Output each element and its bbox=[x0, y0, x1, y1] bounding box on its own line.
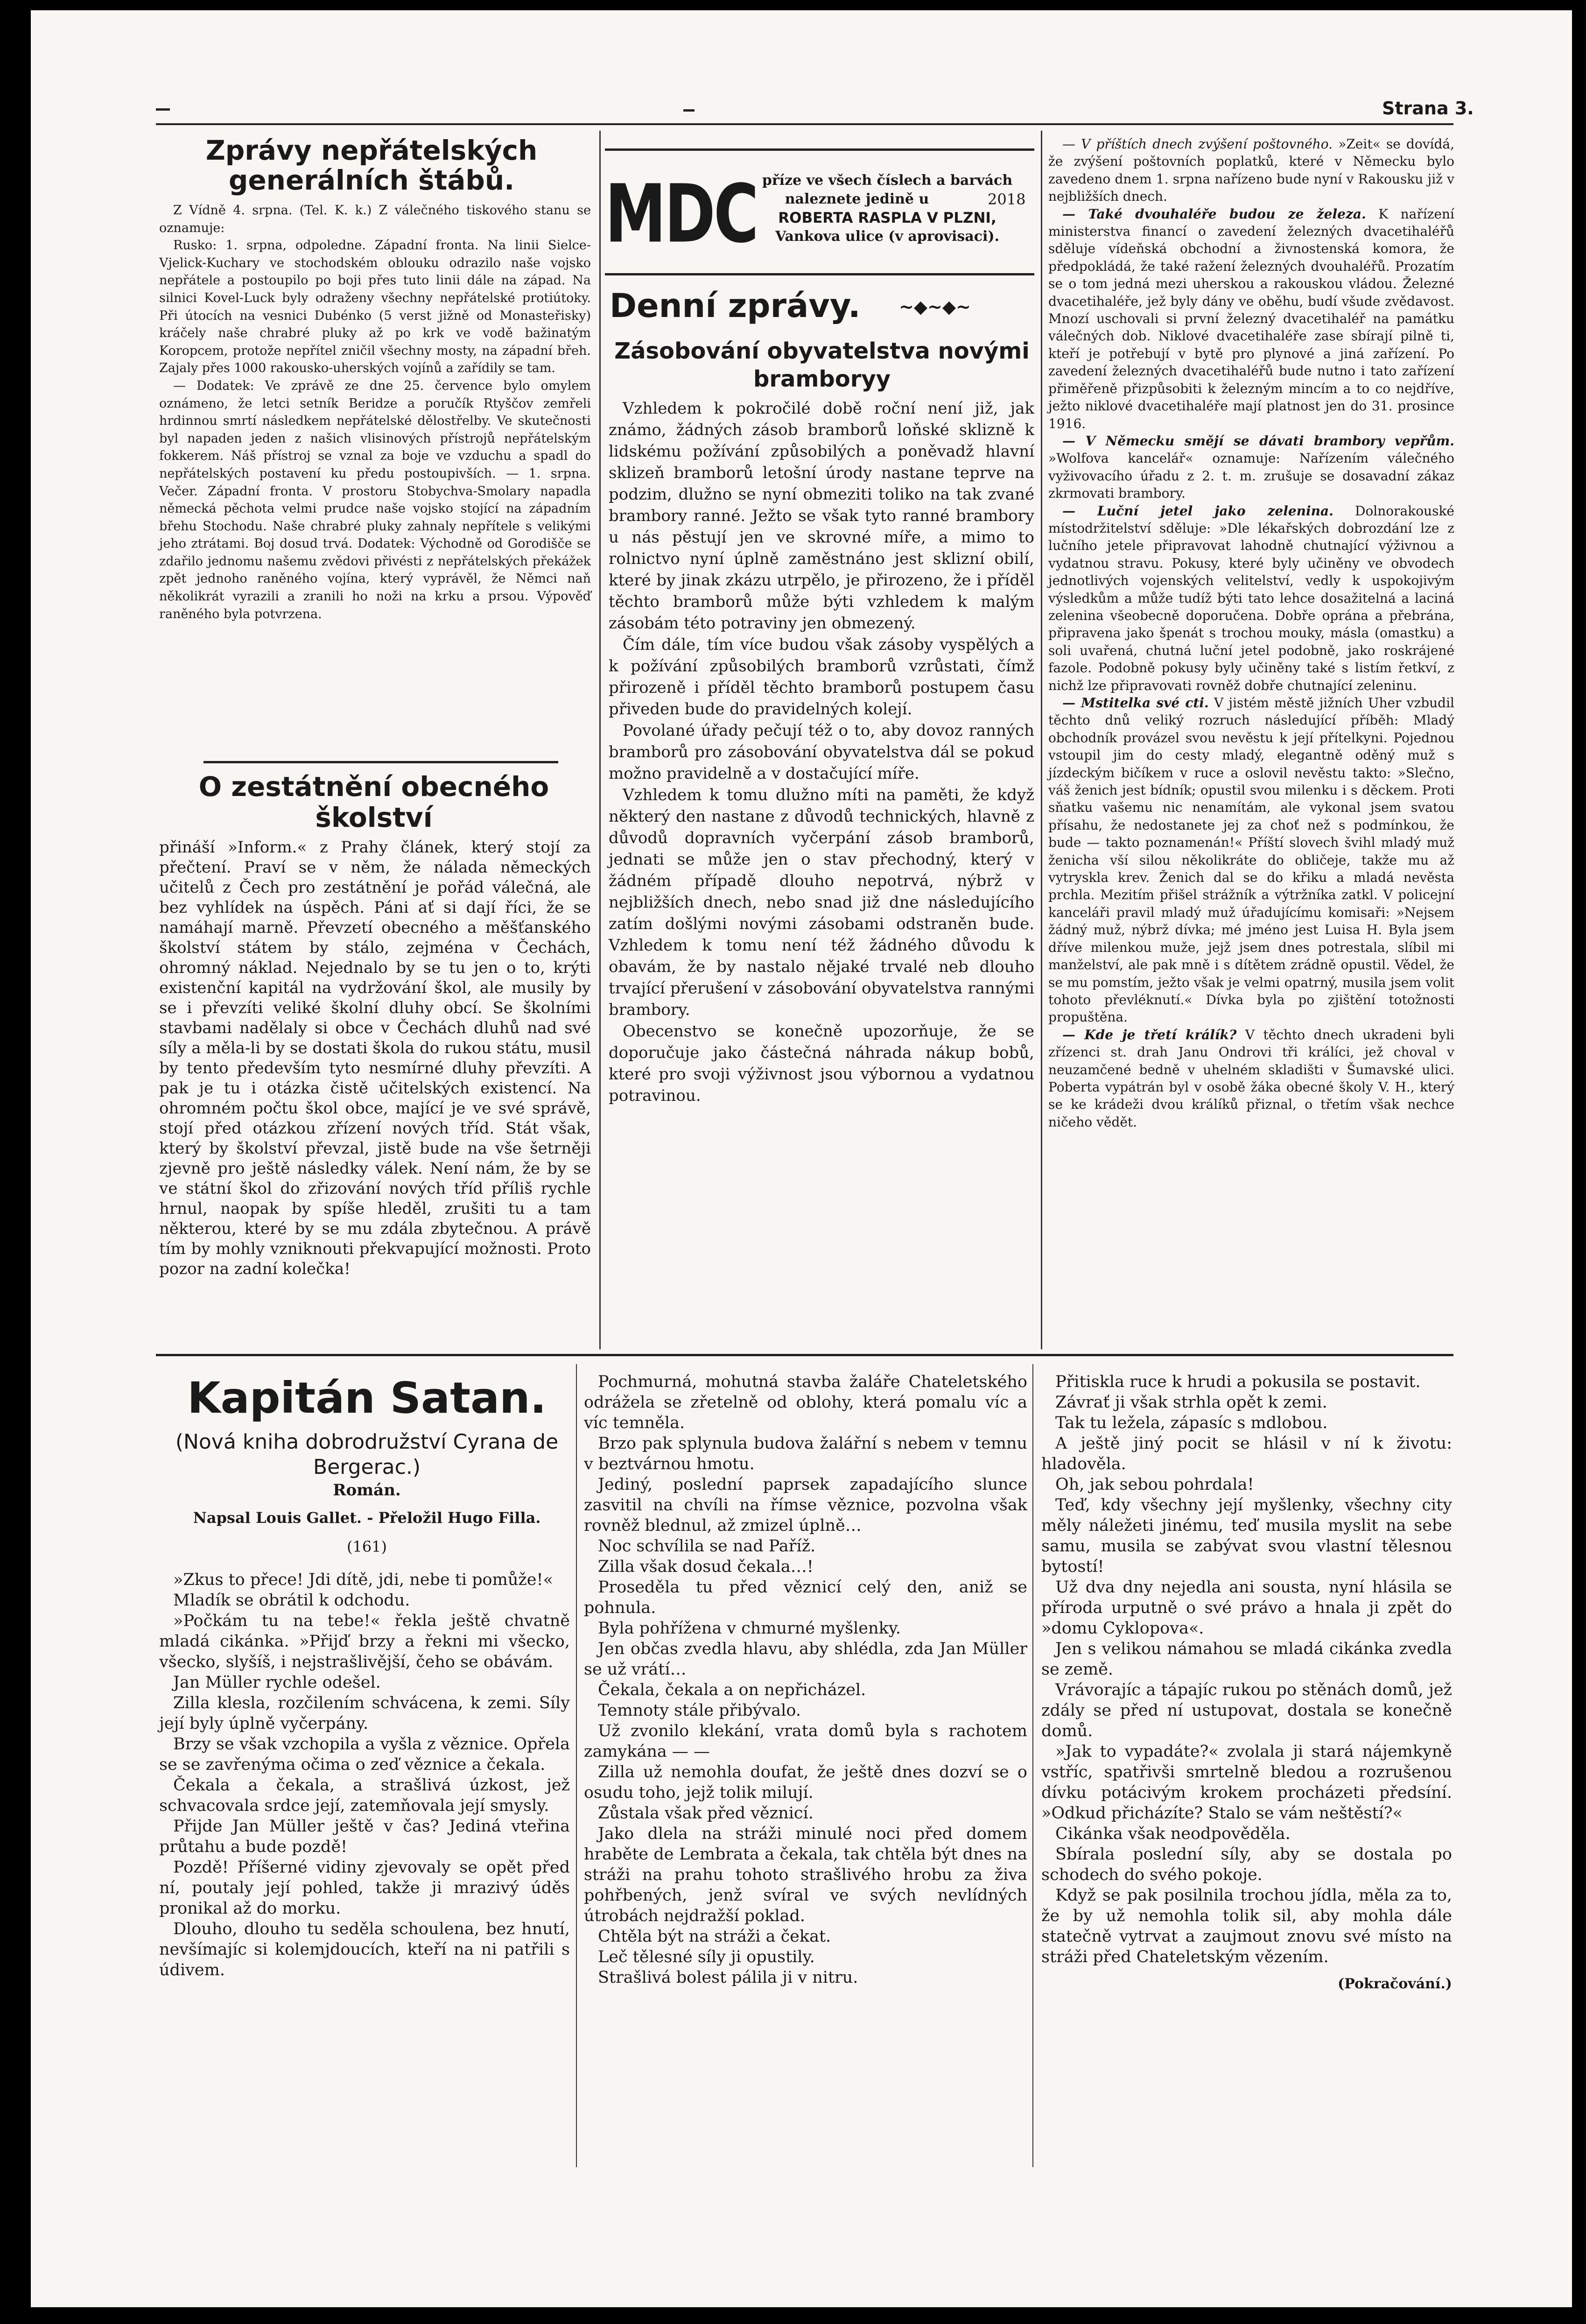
advertisement-box bbox=[605, 148, 1034, 275]
novel-column-left bbox=[159, 1570, 570, 1980]
novel-paragraph: »Počkám tu na tebe!« řekla ještě chvatně mladá cikánka. »Přijď brzy a řekni mi všecko, všecko, slyšíš, i nejstrašlivější, čeho se obávám. bbox=[159, 1612, 570, 1671]
section-ornament: ~◆~◆~ bbox=[899, 296, 971, 317]
novel-paragraph: Jako dlela na stráži minulé noci před domem hraběte de Lembrata a čekala, tak chtěla být dnes na stráži na prahu tohoto strašlivého hrobu za živa pohřbených, jenž svíral ve svých nevlídných útrobách nejdražší poklad. bbox=[584, 1824, 1027, 1925]
article-paragraph: Obecenstvo se konečně upozorňuje, že se doporučuje jako částečná náhrada nákup bobů, které pro svoji výživnost jsou výbornou a vydatnou potravinou. bbox=[609, 1022, 1034, 1105]
serial-column-rule-1 bbox=[576, 1364, 577, 2167]
novel-column-right bbox=[1041, 1372, 1452, 1994]
novel-subtitle: (Nová kniha dobrodružství Cyrana de Bergerac.) bbox=[175, 1430, 559, 1479]
novel-paragraph: Jan Müller rychle odešel. bbox=[173, 1673, 381, 1692]
ad-number: 2018 bbox=[988, 190, 1026, 208]
novel-paragraph: Závrať ji však strhla opět k zemi. bbox=[1055, 1393, 1327, 1412]
novel-paragraph: Zilla už nemohla doufat, že ještě dnes dozví se o osudu toho, jejž tolik milují. bbox=[584, 1763, 1027, 1802]
column-1-text-2 bbox=[159, 838, 591, 1279]
novel-column-middle bbox=[584, 1372, 1027, 1988]
novel-paragraph: Přitiskla ruce k hrudi a pokusila se postavit. bbox=[1055, 1373, 1421, 1391]
headline-nationalization-schools: O zestátnění obecného školství bbox=[198, 771, 549, 833]
novel-paragraph: Mladík se obrátil k odchodu. bbox=[173, 1591, 410, 1610]
novel-paragraph: Sbírala poslední síly, aby se dostala po schodech do svého pokoje. bbox=[1041, 1845, 1452, 1884]
novel-paragraph: Brzo pak splynula budova žalářní s nebem v temnu v beztvárnou hmotu. bbox=[584, 1434, 1027, 1473]
novel-genre: Román. bbox=[333, 1481, 401, 1500]
header-dash-center bbox=[683, 109, 695, 112]
ad-text-1: příze ve všech číslech a barvách bbox=[762, 172, 1013, 189]
novel-paragraph: Čekala a čekala, a strašlivá úzkost, jež schvacovala srdce její, zatemňovala její smysly. bbox=[159, 1776, 570, 1815]
novel-paragraph: »Zkus to přece! Jdi dítě, jdi, nebe ti pomůže!« bbox=[173, 1570, 553, 1589]
column-2-text bbox=[609, 398, 1034, 1106]
novel-title: Kapitán Satan. bbox=[187, 1373, 547, 1423]
article-paragraph: Čím dále, tím více budou však zásoby vyspělých a k požívání způsobilých bramborů vzrůstati, čímž přirozeně i příděl těchto bramborů postupem času přiveden bude do pravidelných kolejí. bbox=[609, 635, 1034, 718]
novel-paragraph: Vrávorajíc a tápajíc rukou po stěnách domů, jež zdály se před ní ustupovat, dostala se konečně domů. bbox=[1041, 1681, 1452, 1740]
article-paragraph: Vzhledem k pokročilé době roční není již, jak známo, žádných zásob bramborů loňské sklizně k lidskému požívání způsobilých a poněvadž hlavní sklizeň bramborů letošní úrody nastane teprve na podzim, dlužno se nyní obmeziti toliko na tak zvané brambory ranné. Ježto se však tyto ranné brambory u nás pěstují jen ve skrovné míře, a mimo to rolnictvo nyní úplně zaměstnáno jest sklizní obilí, které by jinak zkázu utrpělo, je přirozeno, že i příděl těchto bramborů může býti vzhledem k malým zásobám této potraviny jen obmezený. bbox=[609, 399, 1034, 633]
headline-enemy-staffs: Zprávy nepřátelských generálních štábů. bbox=[205, 134, 538, 196]
novel-paragraph: Brzy se však vzchopila a vyšla z věznice. Opřela se se zavřenýma očima o zeď věznice a čekala. bbox=[159, 1735, 570, 1774]
novel-paragraph: Čekala, čekala a on nepřicházel. bbox=[598, 1681, 866, 1699]
serial-column-rule-2 bbox=[1032, 1364, 1033, 2167]
news-item: — Mstitelka své cti. V jistém městě jižních Uher vzbudil těchto dnů veliký rozruch následující příběh: Mladý obchodník provázel svou nevěstu k její přítelkyni. Pojednou vstoupil jim do cesty mladý, elegantně oděný muž s jízdeckým bičíkem v ruce a oslovil nevěstu takto: »Slečno, váš ženich jest bídník; opustil svou milenku i s děckem. Proti sňatku vašemu nic nenamítám, ale vykonal jsem svatou přísahu, že nedostanete jej za choť než s podmínkou, že bude — takto poznamenán!« Příští slovech švihl mladý muž ženicha vší silou několikráte do obličeje, takže mu až vytryskla krev. Ženich dal se do křiku a mladá nevěsta prchla. Mezitím přišel strážník a výtržníka zatkl. V policejní kanceláři pravil mladý muž úřadujícímu komisaři: »Nejsem žádný muž, nýbrž dívka; mé jméno jest Luisa H. Byla jsem dříve milenkou muže, jejž jsem dnes potrestala, slíbil mi manželství, ale pak mně i s dítětem zrádně opustil. Vědel, že se mu pomstím, ježto však je velmi opatrný, musila jsem volit tohoto převléknutí.« Dívka byla po zjištění totožnosti propuštěna. bbox=[1048, 695, 1455, 1025]
ad-text-3: ROBERTA RASPLA V PLZNI, bbox=[778, 210, 997, 226]
article-paragraph: Z Vídně 4. srpna. (Tel. K. k.) Z válečného tiskového stanu se oznamuje: bbox=[159, 203, 591, 235]
column-rule-1 bbox=[599, 131, 601, 1349]
novel-paragraph: Byla pohřížena v chmurné myšlenky. bbox=[598, 1619, 901, 1638]
novel-paragraph: Pochmurná, mohutná stavba žaláře Chateletského odrážela se zřetelně od oblohy, která pomalu víc a víc temněla. bbox=[584, 1373, 1027, 1432]
novel-paragraph: Dlouho, dlouho tu seděla schoulena, bez hnutí, nevšímajíc si kolemjdoucích, kteří na ni patřili s údivem. bbox=[159, 1920, 570, 1979]
novel-paragraph: Tak tu ležela, zápasíc s mdlobou. bbox=[1055, 1414, 1328, 1432]
section-title-daily-news: Denní zprávy. bbox=[610, 287, 861, 325]
headline-potato-supply: Zásobování obyvatelstva novými bramboryy bbox=[614, 338, 1030, 392]
ad-logo: MDC bbox=[605, 167, 757, 261]
novel-paragraph: Přijde Jan Müller ještě v čas? Jediná vteřina průtahu a bude pozdě! bbox=[159, 1817, 570, 1856]
novel-paragraph: Už zvonilo klekání, vrata domů byla s rachotem zamykána — — bbox=[584, 1722, 1027, 1761]
page-number: Strana 3. bbox=[1382, 98, 1474, 119]
novel-paragraph: Leč tělesné síly ji opustily. bbox=[598, 1948, 815, 1966]
novel-paragraph: Když se pak posilnila trochou jídla, měla za to, že by už nemohla tolik sil, aby mohla dále statečně vytrvat a zaujmout znovu své místo na stráži před Chateletským vězením. bbox=[1041, 1886, 1452, 1966]
novel-paragraph: »Jak to vypadáte?« zvolala ji stará nájemkyně vstříc, spatřivši smrtelně bledou a rozrušenou dívku potácivým krokem procházeti předsíní. »Odkud přicházíte? Stalo se vám neštěstí?« bbox=[1041, 1742, 1452, 1823]
newspaper-page bbox=[31, 10, 1572, 2307]
novel-installment: (161) bbox=[346, 1538, 387, 1556]
article-paragraph: Vzhledem k tomu dlužno míti na paměti, že když některý den nastane z důvodů technických, hlavně z důvodů dopravních vyčerpání zásob bramborů, jednati se může jen o stav přechodný, který v žádném případě dlouho nepotrvá, nýbrž v nejbližších dnech, nebo snad již dne následujícího zatím došlými novými zásobami odstraněn bude. Vzhledem k tomu není též žádného důvodu k obavám, že by nastalo nějaké trvalé neb dlouho trvající přerušení v zásobování obyvatelstva rannými brambory. bbox=[609, 786, 1034, 1019]
novel-paragraph: Jediný, poslední paprsek zapadajícího slunce zasvitil na chvíli na římse věznice, pozvolna však rovněž blednul, až zmizel úplně… bbox=[584, 1475, 1027, 1535]
novel-paragraph: Zilla však dosud čekala…! bbox=[598, 1557, 814, 1576]
news-item: — V příštích dnech zvýšení poštovného. »Zeit« se dovídá, že zvýšení poštovních poplatků, které v Německu bylo zavedeno dnem 1. srpna nařízeno bude nyní v Rakousku již v nejbližších dnech. bbox=[1048, 136, 1454, 204]
novel-paragraph: Zilla klesla, rozčilením schvácena, k zemi. Síly její byly úplně vyčerpány. bbox=[159, 1694, 570, 1733]
novel-paragraph: Jen občas zvedla hlavu, aby shlédla, zda Jan Müller se už vrátí… bbox=[584, 1640, 1027, 1679]
column-rule-2 bbox=[1041, 131, 1042, 1349]
news-item: — Také dvouhaléře budou ze železa. K nařízení ministerstva financí o zavedení železných dvacetihaléřů sděluje vídeňská obchodní a živnostenská komora, že předpokládá, že také ražení železných dvouhaléřů. Prozatím se o tom jedná mezi uherskou a rakouskou vládou. Železné dvacetihaléře, jež byly dány ve oběhu, budí všude zvědavost. Mnozí uschovali si první železný dvacetihaléř na památku válečných dob. Niklové dvacetihaléře zase sbírají pilně ti, kteří je potřebují v bytě pro plynové a jiná zařízení. Po zavedení železných dvacetihaléřů bude nutno i tato zařízení přiměřeně přizpůsobiti k železným mincím a to co nejdříve, ježto niklové dvacetihaléře mají platnost jen do 31. prosince 1916. bbox=[1048, 206, 1455, 431]
header-rule bbox=[156, 123, 1453, 125]
novel-paragraph: Oh, jak sebou pohrdala! bbox=[1055, 1475, 1254, 1494]
novel-paragraph: Strašlivá bolest pálila ji v nitru. bbox=[598, 1968, 858, 1987]
header-dash-left bbox=[156, 108, 170, 111]
novel-paragraph: Teď, kdy všechny její myšlenky, všechny city měly náležeti jinému, teď musila myslit na sebe samu, musila se zabývat svou vlastní tělesnou bytostí! bbox=[1041, 1496, 1452, 1576]
novel-paragraph: A ještě jiný pocit se hlásil v ní k životu: hladověla. bbox=[1041, 1434, 1452, 1473]
continued-note: (Pokračování.) bbox=[1338, 1976, 1452, 1992]
ad-text-2: naleznete jedině u bbox=[785, 191, 929, 207]
novel-paragraph: Cikánka však neodpověděla. bbox=[1055, 1824, 1291, 1843]
novel-paragraph: Chtěla být na stráži a čekat. bbox=[598, 1927, 831, 1946]
section-rule bbox=[204, 761, 558, 763]
article-paragraph: přináší »Inform.« z Prahy článek, který stojí za přečtení. Praví se v něm, že nálada německých učitelů z Čech pro zestátnění je pořád válečná, ale bez vyhlídek na úspěch. Páni ať si dají říci, že se namáhají marně. Převzetí obecného a měšťanského školství státem by stálo, zejména v Čechách, ohromný náklad. Nejednalo by se tu jen o to, krýti existenční kapitál na vydržování škol, ale musily by se i převzíti veliké školní dluhy obcí. Se školními stavbami nadělaly si obce v Čechách dluhů nad své síly a měla-li by se dostati škola do rukou státu, musil by tento především tyto nesmírné dluhy převzíti. A pak je tu i otázka čistě učitelských existencí. Na ohromném počtu škol obce, mající je ve své správě, stojí před otázkou zřízení nových tříd. Stát však, který by školství převzal, jistě bude na vše šetrněji zjevně pro ještě následky válek. Není nám, že by se ve státní škol do zřizování nových tříd příliš rychle hrnul, naopak by spíše hleděl, zrušiti tu a tam některou, které by se mu zdála zbytečnou. A právě tím by mohly vzniknouti překvapující možnosti. Proto pozor na zadní kolečka! bbox=[159, 838, 591, 1278]
news-item: — Kde je třetí králík? V těchto dnech ukradeni byli zřízenci st. drah Janu Ondrovi tři králíci, jež choval v neuzamčené bedně v uhelném skladišti v Šumavské ulici. Poberta vypátrán byl v osobě žáka obecné školy V. H., který se ke krádeži dvou králíků přiznal, o třetím však nechce ničeho vědět. bbox=[1048, 1027, 1454, 1130]
novel-paragraph: Zůstala však před věznicí. bbox=[598, 1804, 814, 1823]
novel-paragraph: Jen s velikou námahou se mladá cikánka zvedla se země. bbox=[1041, 1640, 1452, 1679]
novel-paragraph: Temnoty stále přibývalo. bbox=[598, 1701, 801, 1720]
novel-author: Napsal Louis Gallet. - Přeložil Hugo Filla. bbox=[193, 1509, 541, 1527]
novel-paragraph: Noc schvílila se nad Paříž. bbox=[598, 1537, 816, 1556]
novel-paragraph: Proseděla tu před věznicí celý den, aniž se pohnula. bbox=[584, 1578, 1027, 1617]
novel-paragraph: Už dva dny nejedla ani sousta, nyní hlásila se příroda urputně o své právo a hnala ji zpět do »domu Cyklopova«. bbox=[1041, 1578, 1452, 1638]
serial-rule bbox=[156, 1354, 1453, 1356]
article-paragraph: Rusko: 1. srpna, odpoledne. Západní fronta. Na linii Sielce-Vjelick-Kuchary ve stochodském oblouku odrazilo naše vojsko nepřátele a postoupilo po boji přes tuto linii dále na západ. Na silnici Kovel-Luck byly odraženy všechny nepřátelské protiútoky. Při útocích na vesnici Dubénko (5 verst jižně od Monasteřisky) kráčely naše chrabré pluky až po krk ve vodě bažinatým Koropcem, protože nepřítel zničil všechny mosty, na západní břeh. Zajaly přes 1000 rakousko-uherských vojínů a zařídily se tam. bbox=[159, 238, 591, 376]
news-item: — V Německu smějí se dávati brambory vepřům. »Wolfova kancelář« oznamuje: Nařízením válečného vyživovacího úřadu z 2. t. m. zrušuje se dosavadní zákaz zkrmovati brambory. bbox=[1048, 433, 1454, 501]
ad-text-4: Vankova ulice (v aprovisaci). bbox=[775, 228, 1000, 245]
article-paragraph: Povolané úřady pečují též o to, aby dovoz ranných bramborů pro zásobování obyvatelstva dál se pokud možno pravidelně a v dostačující míře. bbox=[609, 721, 1034, 783]
novel-paragraph: Pozdě! Příšerné vidiny zjevovaly se opět před ní, poutaly její pohled, takže ji mrazivý úděs pronikal až do morku. bbox=[159, 1858, 570, 1918]
column-1-text bbox=[159, 202, 591, 623]
article-paragraph: — Dodatek: Ve zprávě ze dne 25. července bylo omylem oznámeno, že letci setník Beridze a poručík Rtyščov zemřeli hrdinnou smrtí následkem nepřátelské dělostřelby. Ve skutečnosti byl napaden jeden z našich vlisinových přístrojů nepřátelským fokkerem. Náš přístroj se vznal za boje ve vzduchu a spadl do nepřátelských postavení ku předu postoupivších. — 1. srpna. Večer. Západní fronta. V prostoru Stobychva-Smolary napadla německá pěchota velmi prudce naše vojsko stojící na západním břehu Stochodu. Naše chrabré pluky zahnaly nepřítele s velikými jeho ztrátami. Boj dosud trvá. Dodatek: Východně od Gorodišče se zdařilo jednomu našemu zvědovi přivésti z nepřátelských překážek zpět jednoho raněného vojína, který vyprávěl, že Němci naň několikrát vyrazili a zranili ho noži na krku a prsou. Výpověď raněného byla potvrzena. bbox=[159, 378, 591, 621]
column-3-text bbox=[1048, 135, 1454, 1131]
news-item: — Luční jetel jako zelenina. Dolnorakouské místodržitelství sděluje: »Dle lékařských dobrozdání lze z lučního jetele připravovat lahodně chutnající výživnou a vydatnou stravu. Pokusy, které byly učiněny ve obvodech jednotlivých vojenských velitelství, vedly k uspokojivým výsledkům a může tudíž býti tato lehce dosažitelná a laciná zelenina všeobecně doporučena. Dobře oprána a přebrána, připravena jako špenát s trochou mouky, másla (omastku) a soli uvařená, chutná luční jetel podobně, jako roskrájené fazole. Podobně pokusy byly učiněny také s listím řetkví, z nichž lze připravovati rovněž dobře chutnající zeleninu. bbox=[1048, 503, 1454, 693]
